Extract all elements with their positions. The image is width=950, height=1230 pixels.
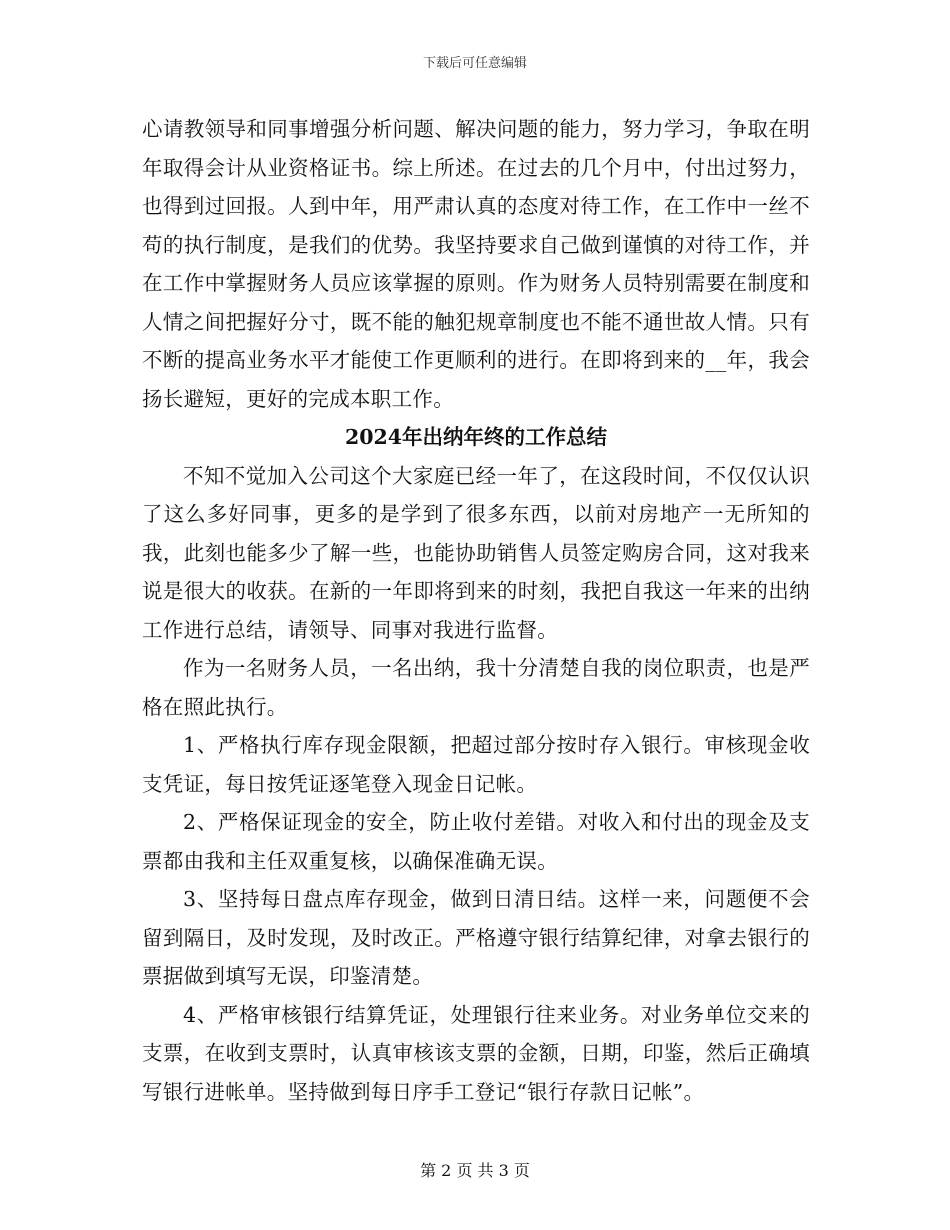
page-number: 第 2 页 共 3 页	[420, 1161, 530, 1180]
paragraph-item-1: 1、严格执行库存现金限额，把超过部分按时存入银行。审核现金收支凭证，每日按凭证逐笔登入现金日记帐。	[142, 733, 810, 796]
paragraph-role: 作为一名财务人员，一名出纳，我十分清楚自我的岗位职责，也是严格在照此执行。	[142, 656, 810, 719]
continuation-paragraph: 心请教领导和同事增强分析问题、解决问题的能力，努力学习，争取在明年取得会计从业资格证书。综上所述。在过去的几个月中，付出过努力，也得到过回报。人到中年，用严肃认真的态度对待工作，在工作中一丝不苟的执行制度，是我们的优势。我坚持要求自己做到谨慎的对待工作，并在工作中掌握财务人员应该掌握的原则。作为财务人员特别需要在制度和人情之间把握好分寸，既不能的触犯规章制度也不能不通世故人情。只有不断的提高业务水平才能使工作更顺利的进行。在即将到来的__年，我会扬长避短，更好的完成本职工作。	[142, 117, 810, 411]
paragraph-intro: 不知不觉加入公司这个大家庭已经一年了，在这段时间，不仅仅认识了这么多好同事，更多的是学到了很多东西，以前对房地产一无所知的我，此刻也能多少了解一些，也能协助销售人员签定购房合同，这对我来说是很大的收获。在新的一年即将到来的时刻，我把自我这一年来的出纳工作进行总结，请领导、同事对我进行监督。	[142, 463, 810, 642]
section-title: 2024年出纳年终的工作总结	[344, 425, 608, 449]
paragraph-item-4: 4、严格审核银行结算凭证，处理银行往来业务。对业务单位交来的支票，在收到支票时，认真审核该支票的金额，日期，印鉴，然后正确填写银行进帐单。坚持做到每日序手工登记“银行存款日记帐”。	[142, 1002, 810, 1104]
page-header-note: 下载后可任意编辑	[422, 56, 527, 71]
document-body	[142, 110, 810, 1111]
paragraph-item-2: 2、严格保证现金的安全，防止收付差错。对收入和付出的现金及支票都由我和主任双重复核，以确保准确无误。	[142, 810, 810, 873]
paragraph-item-3: 3、坚持每日盘点库存现金，做到日清日结。这样一来，问题便不会留到隔日，及时发现，及时改正。严格遵守银行结算纪律，对拿去银行的票据做到填写无误，印鉴清楚。	[142, 887, 810, 988]
